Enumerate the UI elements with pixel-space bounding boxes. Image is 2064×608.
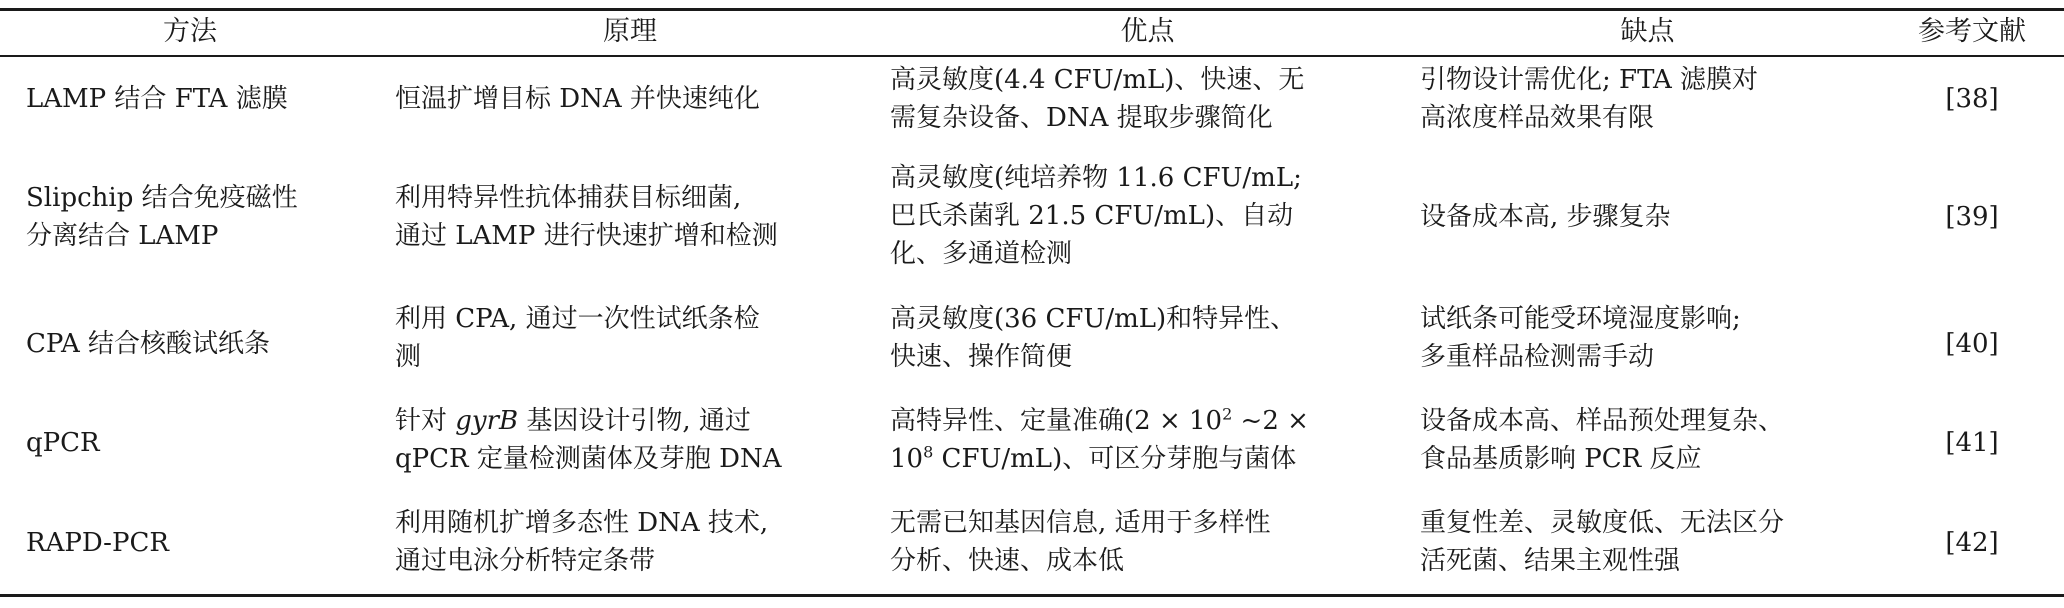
row5-method: RAPD-PCR	[26, 528, 169, 558]
row4-disadvantage: 设备成本高、样品预处理复杂、 食品基质影响 PCR 反应	[1420, 406, 1785, 474]
row1-reference: [38]	[1945, 84, 1999, 114]
table-bottom-rule	[0, 594, 2064, 597]
header-principle: 原理	[603, 16, 657, 47]
row4-method: qPCR	[26, 428, 100, 458]
row1-principle: 恒温扩增目标 DNA 并快速纯化	[395, 84, 760, 114]
header-reference: 参考文献	[1918, 16, 2026, 47]
row5-principle: 利用随机扩增多态性 DNA 技术, 通过电泳分析特定条带	[395, 508, 769, 576]
row2-advantage: 高灵敏度(纯培养物 11.6 CFU/mL; 巴氏杀菌乳 21.5 CFU/mL)、自动 化、多通道检测	[890, 163, 1302, 269]
row3-principle: 利用 CPA, 通过一次性试纸条检 测	[395, 304, 760, 372]
row1-method: LAMP 结合 FTA 滤膜	[26, 84, 288, 114]
row5-reference: [42]	[1945, 528, 1999, 558]
row5-disadvantage: 重复性差、灵敏度低、无法区分 活死菌、结果主观性强	[1420, 508, 1785, 576]
table-header-rule	[0, 55, 2064, 57]
row3-advantage: 高灵敏度(36 CFU/mL)和特异性、 快速、操作简便	[890, 304, 1297, 372]
row4-principle: 针对 gyrB 基因设计引物, 通过 qPCR 定量检测菌体及芽胞 DNA	[395, 406, 782, 474]
row2-disadvantage: 设备成本高, 步骤复杂	[1420, 202, 1671, 232]
row5-advantage: 无需已知基因信息, 适用于多样性 分析、快速、成本低	[890, 508, 1271, 576]
row3-disadvantage: 试纸条可能受环境湿度影响; 多重样品检测需手动	[1420, 304, 1741, 372]
gene-name: gyrB	[455, 406, 519, 436]
row2-principle: 利用特异性抗体捕获目标细菌, 通过 LAMP 进行快速扩增和检测	[395, 183, 778, 251]
row1-disadvantage: 引物设计需优化; FTA 滤膜对 高浓度样品效果有限	[1420, 65, 1759, 133]
row2-reference: [39]	[1945, 202, 1999, 232]
header-advantage: 优点	[1120, 16, 1175, 47]
row1-advantage: 高灵敏度(4.4 CFU/mL)、快速、无 需复杂设备、DNA 提取步骤简化	[890, 65, 1305, 133]
row3-reference: [40]	[1945, 329, 1999, 359]
row4-reference: [41]	[1945, 428, 1999, 458]
row3-method: CPA 结合核酸试纸条	[26, 329, 271, 359]
header-method: 方法	[163, 16, 217, 47]
header-disadvantage: 缺点	[1620, 16, 1675, 47]
row2-method: Slipchip 结合免疫磁性 分离结合 LAMP	[26, 183, 298, 251]
row4-advantage: 高特异性、定量准确($2 \times 10^2$ ~2 × $10^8$ CFU/mL)、可区分芽胞与菌体	[890, 404, 1309, 474]
